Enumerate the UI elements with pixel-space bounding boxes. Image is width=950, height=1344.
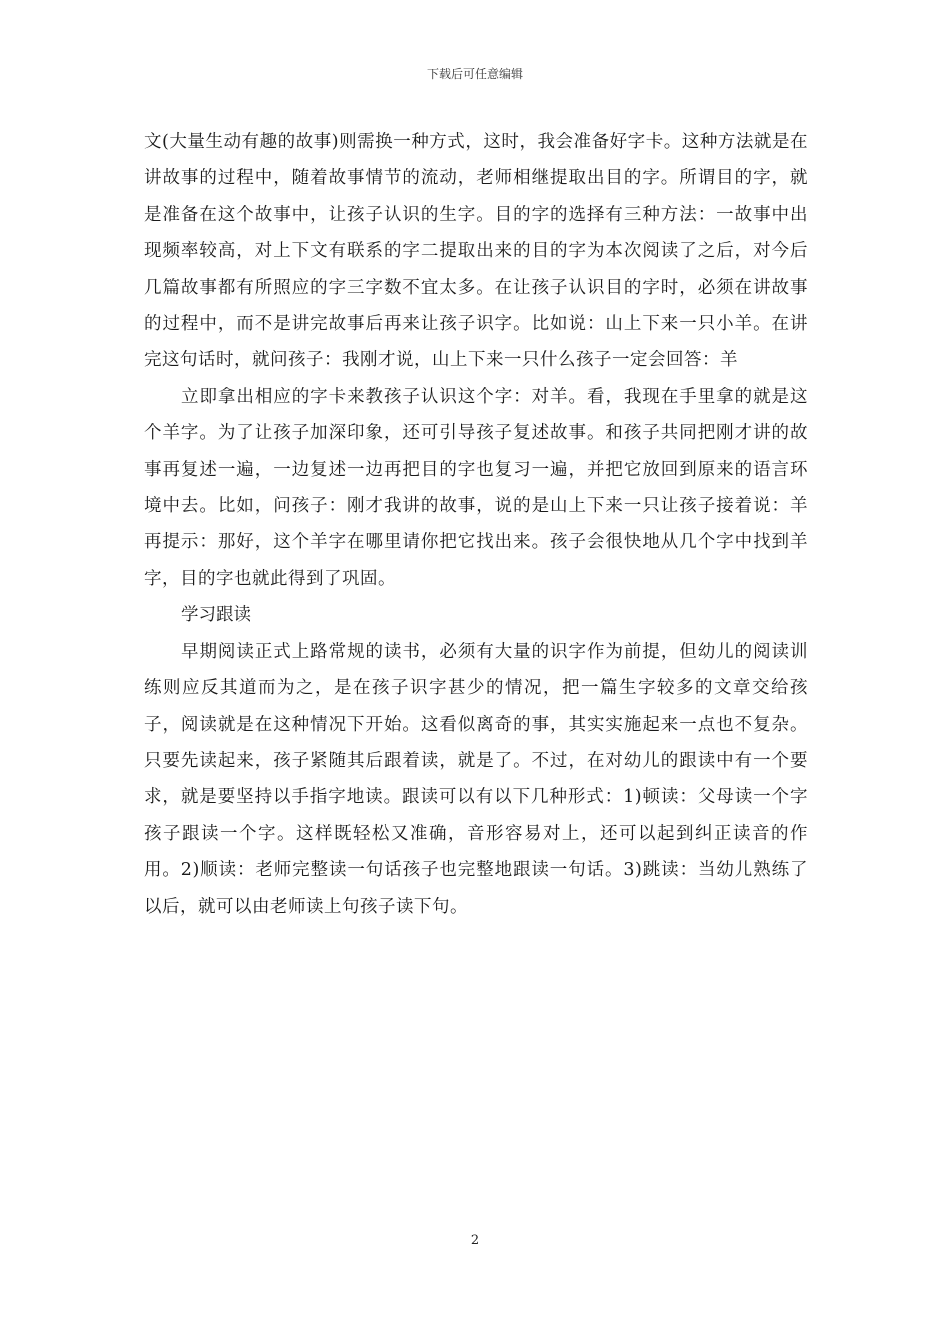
page-number: 2 [470,1233,480,1248]
body-paragraph-2: 立即拿出相应的字卡来教孩子认识这个字：对羊。看，我现在手里拿的就是这个羊字。为了让孩子加深印象，还可引导孩子复述故事。和孩子共同把刚才讲的故事再复述一遍，一边复述一边再把目的字也复习一遍，并把它放回到原来的语言环境中去。比如，问孩子：刚才我讲的故事，说的是山上下来一只让孩子接着说：羊再提示：那好，这个羊字在哪里请你把它找出来。孩子会很快地从几个字中找到羊字，目的字也就此得到了巩固。 [144,386,808,589]
body-paragraph-1: 文(大量生动有趣的故事)则需换一种方式，这时，我会准备好字卡。这种方法就是在讲故事的过程中，随着故事情节的流动，老师相继提取出目的字。所谓目的字，就是准备在这个故事中，让孩子认识的生字。目的字的选择有三种方法：一故事中出现频率较高，对上下文有联系的字二提取出来的目的字为本次阅读了之后，对今后几篇故事都有所照应的字三字数不宜太多。在让孩子认识目的字时，必须在讲故事的过程中，而不是讲完故事后再来让孩子识字。比如说：山上下来一只小羊。在讲完这句话时，就问孩子：我刚才说，山上下来一只什么孩子一定会回答：羊 [144,132,808,371]
body-paragraph-3: 早期阅读正式上路常规的读书，必须有大量的识字作为前提，但幼儿的阅读训练则应反其道而为之，是在孩子识字甚少的情况，把一篇生字较多的文章交给孩子，阅读就是在这种情况下开始。这看似离奇的事，其实实施起来一点也不复杂。只要先读起来，孩子紧随其后跟着读，就是了。不过，在对幼儿的跟读中有一个要求，就是要坚持以手指字地读。跟读可以有以下几种形式：1)顿读：父母读一个字孩子跟读一个字。这样既轻松又准确，音形容易对上，还可以起到纠正读音的作用。2)顺读：老师完整读一句话孩子也完整地跟读一句话。3)跳读：当幼儿熟练了以后，就可以由老师读上句孩子读下句。 [144,641,808,917]
page-header: 下载后可任意编辑 [426,67,523,81]
document-body [144,124,808,925]
section-heading: 学习跟读 [181,605,251,626]
